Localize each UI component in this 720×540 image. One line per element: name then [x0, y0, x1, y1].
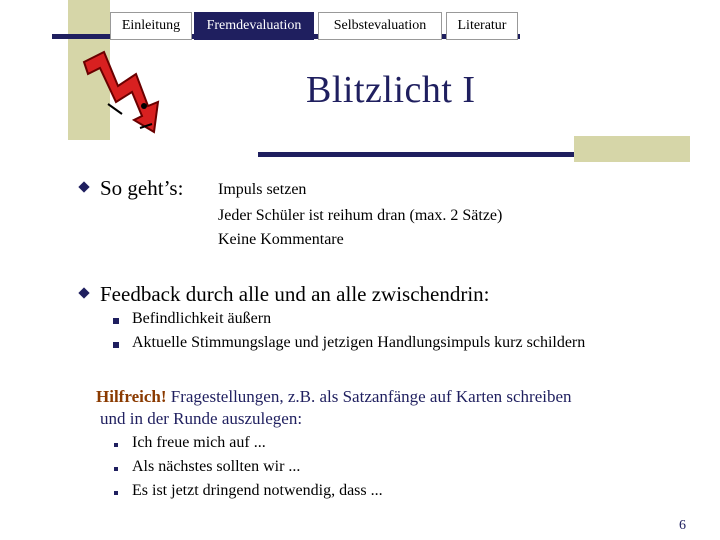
tab-einleitung[interactable]: Einleitung [110, 12, 192, 40]
tip-line-1 [96, 387, 572, 407]
small-bullet-icon [114, 467, 118, 471]
section1-item: Impuls setzen [218, 181, 307, 198]
tip-lead: Hilfreich! [96, 387, 167, 406]
page-number: 6 [679, 518, 686, 533]
section1-heading: So geht’s: [100, 176, 184, 200]
section1-item: Keine Kommentare [218, 231, 344, 248]
slide-title: Blitzlicht I [306, 69, 476, 111]
tab-selbstevaluation[interactable]: Selbstevaluation [318, 12, 442, 40]
section2-item: Aktuelle Stimmungslage und jetzigen Handlungsimpuls kurz schildern [132, 334, 586, 351]
square-bullet-icon [113, 318, 119, 324]
tip-text-1: Fragestellungen, z.B. als Satzanfänge auf Karten schreiben [166, 387, 572, 406]
section2-heading: Feedback durch alle und an alle zwischendrin: [100, 282, 490, 306]
tab-literatur[interactable]: Literatur [446, 12, 518, 40]
tip-line-2: und in der Runde auszulegen: [100, 409, 303, 428]
tab-fremdevaluation[interactable]: Fremdevaluation [194, 12, 314, 40]
frame-right-olive [574, 136, 690, 162]
tip-example: Ich freue mich auf ... [132, 434, 266, 451]
small-bullet-icon [114, 443, 118, 447]
diamond-bullet-icon [78, 181, 89, 192]
square-bullet-icon [113, 342, 119, 348]
tip-example: Es ist jetzt dringend notwendig, dass ... [132, 482, 383, 499]
section2-item: Befindlichkeit äußern [132, 310, 272, 327]
section1-item: Jeder Schüler ist reihum dran (max. 2 Sätze) [218, 207, 503, 224]
falling-red-arrow-icon [78, 46, 172, 138]
tip-example: Als nächstes sollten wir ... [132, 458, 301, 475]
diamond-bullet-icon [78, 287, 89, 298]
small-bullet-icon [114, 491, 118, 495]
